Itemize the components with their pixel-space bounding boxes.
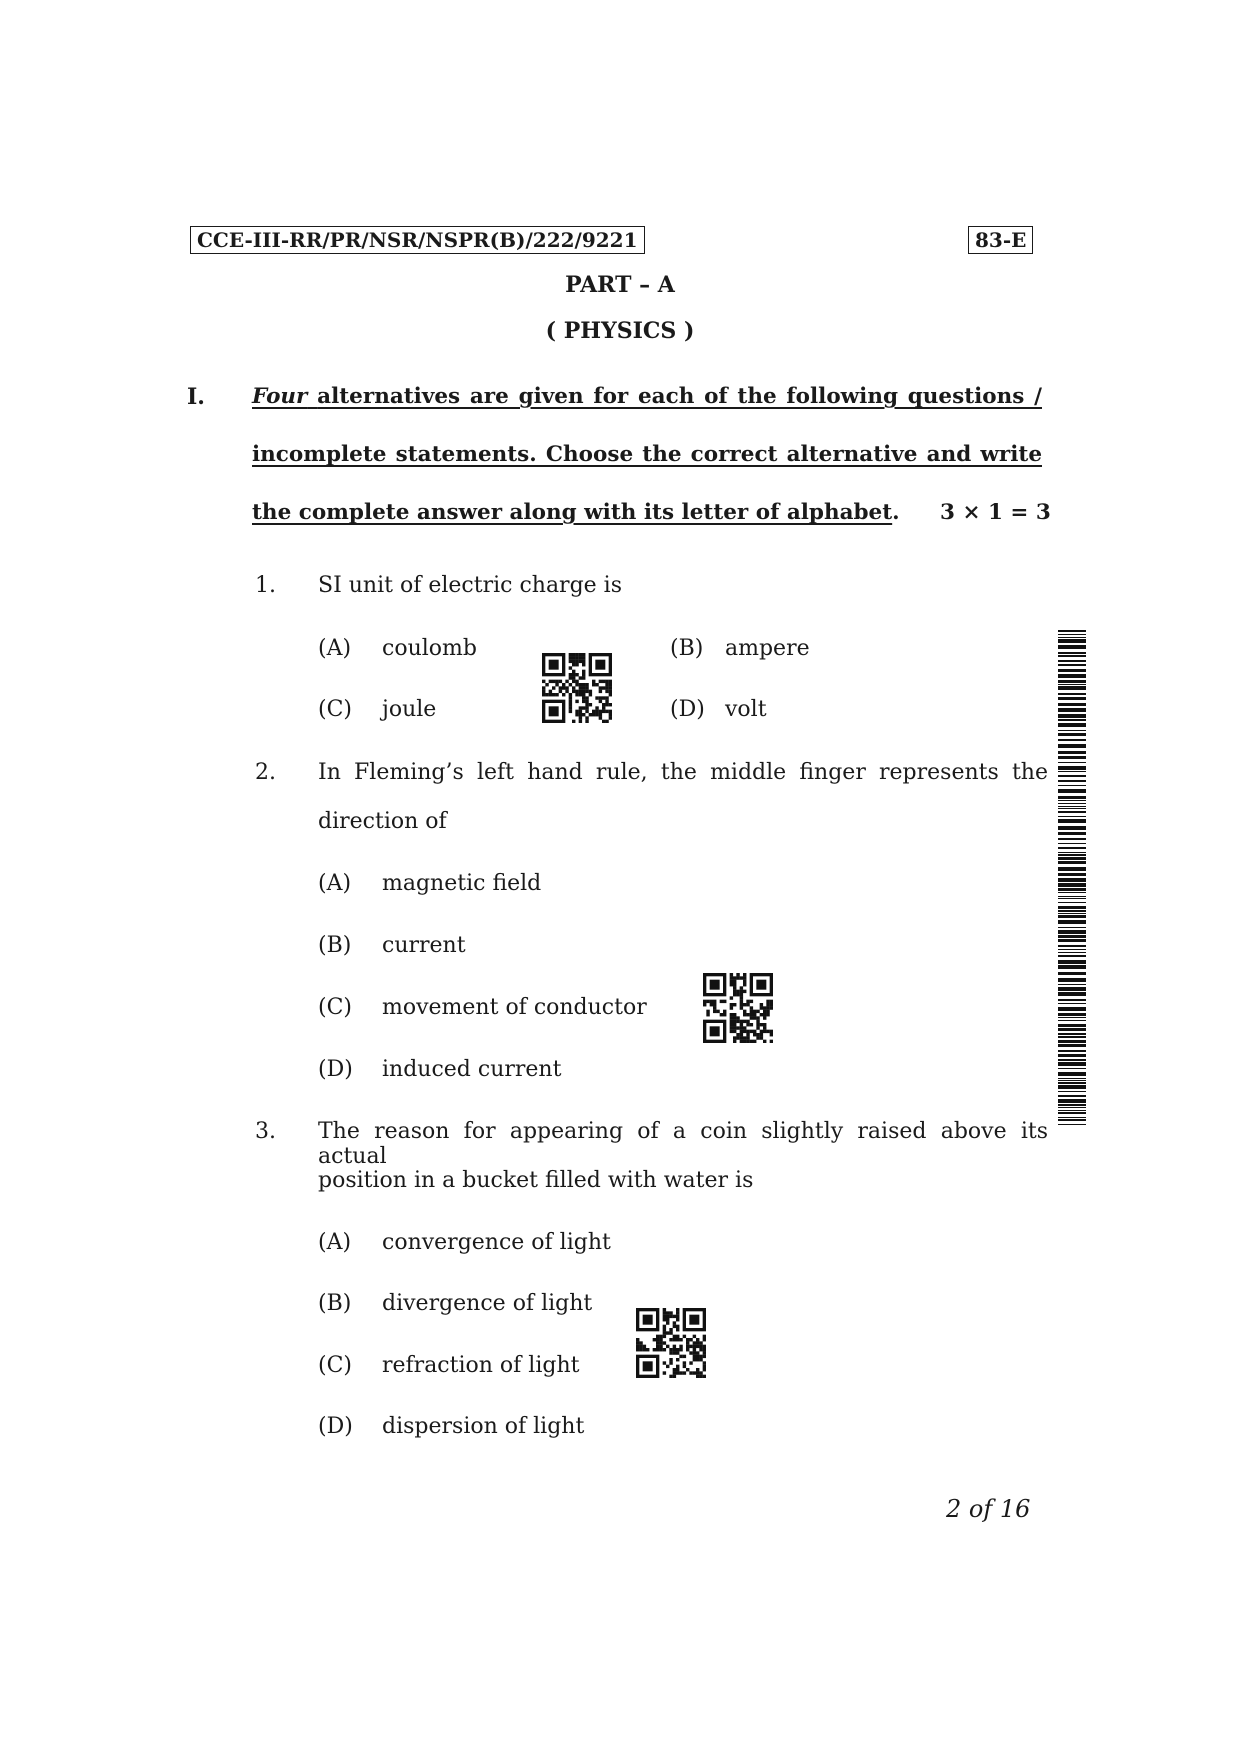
- section-number: I.: [187, 384, 205, 410]
- option-text: induced current: [382, 1057, 562, 1082]
- option-text: coulomb: [382, 636, 477, 661]
- option-letter: (A): [318, 636, 352, 661]
- option-text: ampere: [725, 636, 810, 661]
- option-letter: (B): [318, 933, 352, 958]
- option-letter: (C): [318, 995, 352, 1020]
- option-text: joule: [382, 697, 437, 722]
- instruction-line-1: [252, 384, 1042, 409]
- qr-code-icon: [636, 1308, 706, 1378]
- question-number: 2.: [255, 760, 276, 785]
- question-number: 3.: [255, 1119, 276, 1144]
- option-text: divergence of light: [382, 1291, 593, 1316]
- option-letter: (B): [318, 1291, 352, 1316]
- instruction-emphasis: Four: [252, 384, 308, 409]
- option-text: refraction of light: [382, 1353, 580, 1378]
- part-title: PART – A: [565, 272, 675, 298]
- question-text: SI unit of electric charge is: [318, 573, 622, 598]
- option-letter: (C): [318, 697, 352, 722]
- qr-code-icon: [542, 653, 612, 723]
- paper-number: 83-E: [968, 226, 1033, 254]
- barcode-icon: [1058, 630, 1086, 1125]
- option-letter: (D): [318, 1057, 353, 1082]
- option-text: dispersion of light: [382, 1414, 585, 1439]
- option-text: current: [382, 933, 466, 958]
- question-text-line-1: In Fleming’s left hand rule, the middle finger represents the: [318, 760, 1048, 785]
- option-letter: (D): [318, 1414, 353, 1439]
- section-marks: 3 × 1 = 3: [940, 500, 1051, 525]
- question-text-line-2: direction of: [318, 809, 447, 834]
- qr-code-icon: [703, 973, 773, 1043]
- option-text: movement of conductor: [382, 995, 647, 1020]
- option-text: volt: [725, 697, 767, 722]
- option-letter: (C): [318, 1353, 352, 1378]
- option-letter: (D): [670, 697, 705, 722]
- instruction-line-2: incomplete statements. Choose the correct alternative and write: [252, 442, 1042, 467]
- question-number: 1.: [255, 573, 276, 598]
- instruction-line-3-text: the complete answer along with its letter of alphabet: [252, 500, 893, 525]
- option-letter: (A): [318, 871, 352, 896]
- instruction-line-1-text: alternatives are given for each of the following questions /: [317, 384, 1042, 409]
- option-letter: (B): [670, 636, 704, 661]
- question-text-line-1: The reason for appearing of a coin slightly raised above its actual: [318, 1119, 1048, 1169]
- option-letter: (A): [318, 1230, 352, 1255]
- instruction-end: .: [892, 500, 900, 525]
- subject-title: ( PHYSICS ): [545, 318, 695, 344]
- question-text-line-2: position in a bucket filled with water is: [318, 1168, 754, 1193]
- page-number: 2 of 16: [946, 1495, 1031, 1523]
- instruction-line-3: [252, 500, 900, 525]
- option-text: convergence of light: [382, 1230, 611, 1255]
- question-paper-code: CCE-III-RR/PR/NSR/NSPR(B)/222/9221: [190, 226, 645, 254]
- option-text: magnetic field: [382, 871, 542, 896]
